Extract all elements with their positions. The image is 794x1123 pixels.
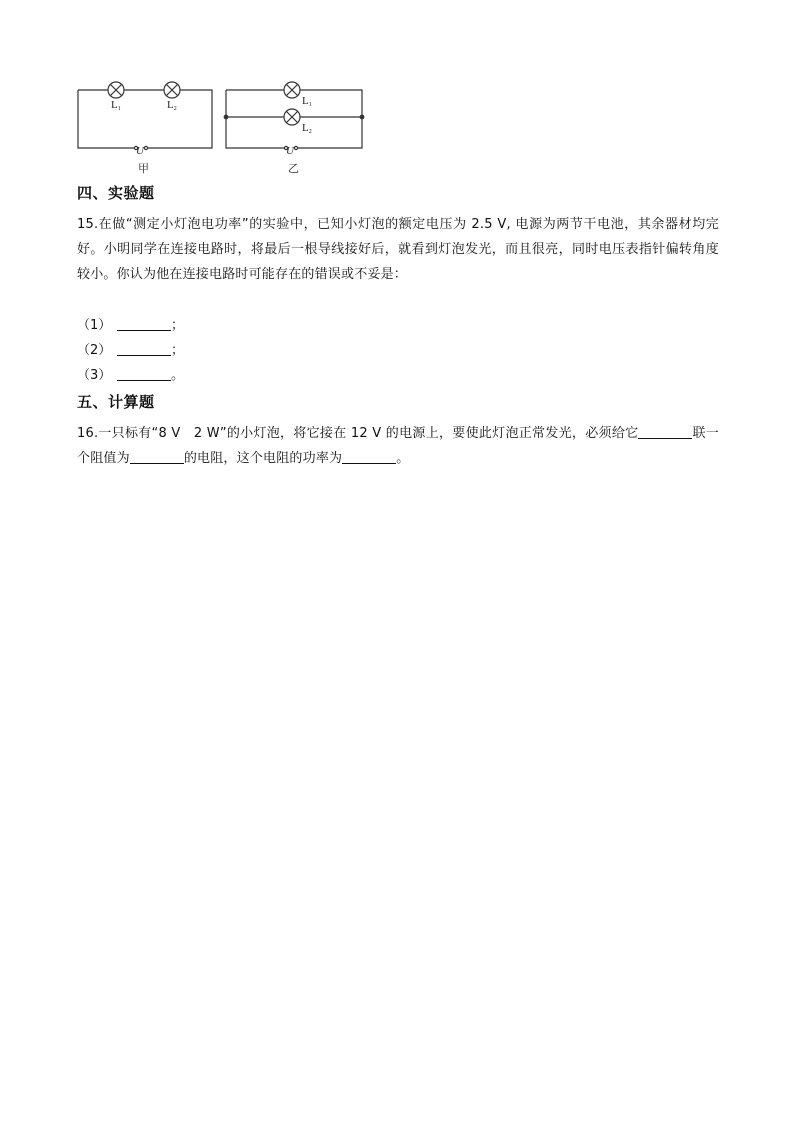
lamp-l2-cross bbox=[167, 85, 178, 96]
item-number: （2） bbox=[77, 343, 112, 358]
circuit-figure bbox=[74, 78, 366, 178]
junction-right bbox=[360, 115, 364, 119]
series-wires bbox=[78, 90, 212, 148]
answer-blank-connection[interactable] bbox=[638, 424, 692, 439]
answer-blank[interactable] bbox=[117, 316, 171, 331]
answer-blank[interactable] bbox=[117, 341, 171, 356]
caption-yi: 乙 bbox=[288, 162, 299, 175]
item-end: 。 bbox=[171, 368, 185, 383]
item-end: ； bbox=[171, 343, 185, 358]
q16-part-1: 16.一只标有“8 V 2 W”的小灯泡，将它接在 12 V 的电源上，要使此灯泡正常发光，必须给它 bbox=[77, 426, 639, 441]
lamp-l1-cross bbox=[111, 85, 122, 96]
label-source-u: U bbox=[286, 145, 294, 157]
question-15-item-1 bbox=[77, 316, 184, 336]
item-end: ； bbox=[171, 318, 185, 333]
answer-blank-resistance[interactable] bbox=[130, 449, 184, 464]
answer-blank-power[interactable] bbox=[342, 449, 396, 464]
q16-part-2: 联一个阻值为 bbox=[77, 426, 719, 466]
lamp-l2-cross bbox=[287, 112, 298, 123]
lamp-l1-cross bbox=[287, 85, 298, 96]
section-title-calculation: 五、计算题 bbox=[77, 393, 155, 411]
q16-part-4: 。 bbox=[396, 451, 410, 466]
terminal-right bbox=[294, 146, 297, 149]
question-15-item-3 bbox=[77, 366, 184, 386]
label-l1: L1 bbox=[302, 95, 312, 108]
item-number: （1） bbox=[77, 318, 112, 333]
caption-jia: 甲 bbox=[138, 162, 149, 175]
series-circuit bbox=[78, 82, 212, 150]
item-number: （3） bbox=[77, 368, 112, 383]
terminal-right bbox=[144, 146, 147, 149]
label-l2: L2 bbox=[167, 99, 177, 112]
label-source-u: U bbox=[136, 145, 144, 157]
label-l1: L1 bbox=[111, 99, 121, 112]
circuit-diagram bbox=[74, 78, 366, 178]
q16-part-3: 的电阻，这个电阻的功率为 bbox=[183, 451, 343, 466]
question-15-text: 15.在做“测定小灯泡电功率”的实验中，已知小灯泡的额定电压为 2.5 V, 电源为两节干电池，其余器材均完好。小明同学在连接电路时，将最后一根导线接好后，就看到灯泡发光，而且很亮，同时电压表指针偏转角度较小。你认为他在连接电路时可能存在的错误或不妥是： bbox=[77, 217, 719, 282]
junction-left bbox=[224, 115, 228, 119]
question-15-item-2 bbox=[77, 341, 184, 361]
section-title-experiment: 四、实验题 bbox=[77, 184, 155, 202]
parallel-circuit bbox=[224, 82, 364, 150]
answer-blank[interactable] bbox=[117, 366, 171, 381]
label-l2: L2 bbox=[302, 122, 312, 135]
question-16-text bbox=[77, 421, 719, 471]
